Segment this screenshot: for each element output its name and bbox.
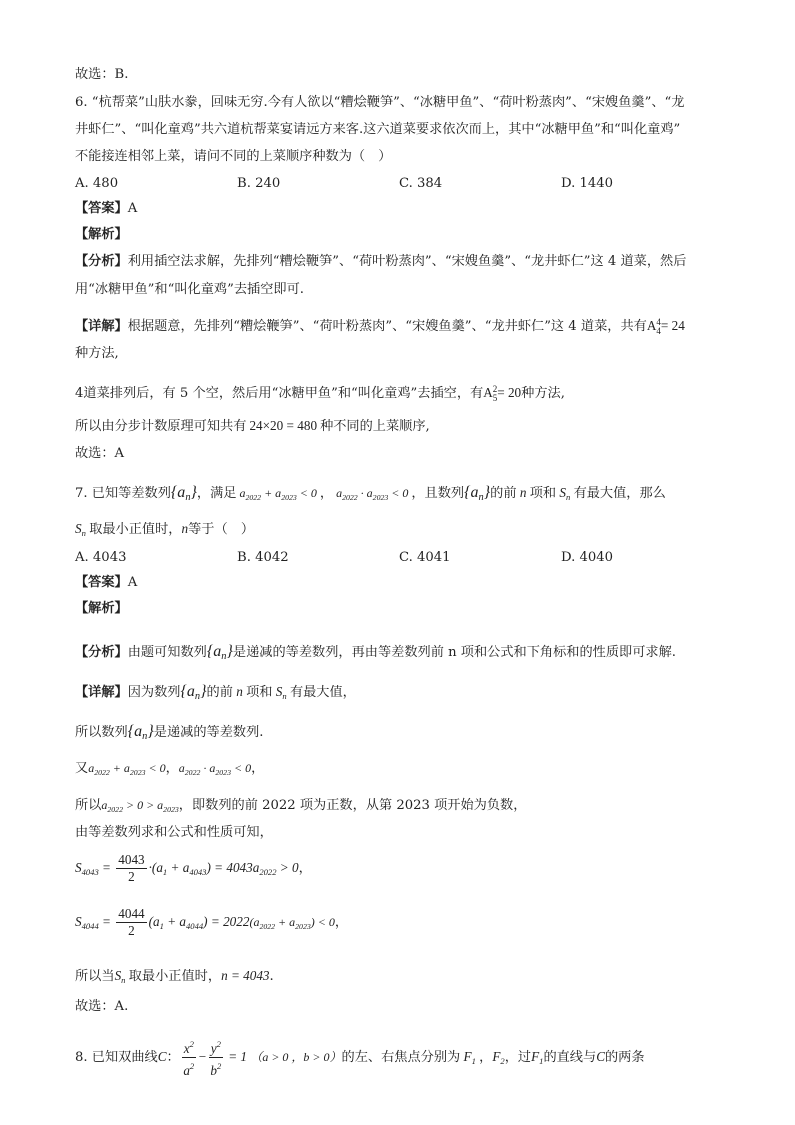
q7-option-a: A. 4043 xyxy=(75,550,127,565)
q7-end: 故选：A. xyxy=(75,999,129,1014)
q7-xiangjie-line1: 【详解】因为数列$\{a_n\}$的前 n 项和 $S_n$ 有最大值， xyxy=(75,683,356,702)
q6-end: 故选：A xyxy=(75,446,125,461)
q7-xiangjie-line5: 由等差数列求和公式和性质可知， xyxy=(75,825,273,840)
q6-xiangjie-line2: 种方法, xyxy=(75,346,119,361)
q6-option-b: B. 240 xyxy=(237,176,281,191)
a44-value: = 24 xyxy=(660,318,685,333)
product-expression: 24×20 = 480 xyxy=(249,418,318,433)
q7-option-b: B. 4042 xyxy=(237,550,289,565)
a52-value: = 20 xyxy=(497,385,522,400)
a52-symbol: A 2 5 xyxy=(483,383,498,403)
q7-option-d: D. 4040 xyxy=(561,550,614,565)
answer-value: A xyxy=(127,201,138,216)
q6-option-a: A. 480 xyxy=(75,176,119,191)
q7-stem-line2: $S_n$ 取最小正值时，n等于（ ） xyxy=(75,521,255,538)
q8-stem-line1: 8. 已知双曲线C： $\frac{x^2}{a^2}$ − $\frac{y^2}{b^2}$ = 1 （a > 0 ，b > 0）的左、右焦点分别为 $F_1$ ，$F_2$，过$F_1$的直线与C的两条 xyxy=(75,1036,645,1079)
xiangjie-label: 【详解】 xyxy=(75,319,128,334)
s4043-formula: $S_{4043}$ = $\frac{4043}{2}$ $\cdot(a_1 + a_{4043}) = 4043a_{2022} > 0$， xyxy=(75,852,312,884)
q7-answer: 【答案】A xyxy=(75,575,138,590)
q6-stem-line3: 不能接连相邻上菜，请问不同的上菜顺序种数为（ ） xyxy=(75,149,392,164)
a44-symbol: A 4 4 xyxy=(646,316,661,336)
seq-an: $\{a_n\}$ xyxy=(170,484,197,503)
prev-answer-line: 故选：B. xyxy=(75,67,129,82)
q7-xiangjie-line3: 又$a_{2022} + a_{2023} < 0$，$a_{2022} \cdot a_{2023} < 0$， xyxy=(75,761,265,777)
q6-xiangjie-line1 xyxy=(75,317,685,336)
q7-xiangjie-line4: 所以$a_{2022} > 0 > a_{2023}$，即数列的前 2022 项为正数，从第 2023 项开始为负数， xyxy=(75,798,527,814)
q7-xiangjie-line2: 所以数列$\{a_n\}$是递减的等差数列. xyxy=(75,723,264,742)
q6-fenxi-line1 xyxy=(75,253,686,271)
q7-option-c: C. 4041 xyxy=(399,550,451,565)
xiangjie-text: 根据题意，先排列“糟烩鞭笋”、“荷叶粉蒸肉”、“宋嫂鱼羹”、“龙井虾仁”这 4 道菜，共有 xyxy=(127,319,647,334)
cond1-math: $a_{2022} + a_{2023} < 0$ xyxy=(239,486,317,502)
q7-fenxi: 【分析】由题可知数列$\{a_n\}$是递减的等差数列，再由等差数列前 n 项和公式和下角标和的性质即可求解. xyxy=(75,643,676,662)
q6-option-c: C. 384 xyxy=(399,176,443,191)
s4044-formula: $S_{4044}$ = $\frac{4044}{2}$ $(a_1 + a_{4044}) = 2022(a_{2022} + a_{2023}) < 0$， xyxy=(75,906,349,938)
q6-jiexi: 【解析】 xyxy=(75,227,128,242)
q6-step-line1: 4道菜排列后，有 5 个空，然后用“冰糖甲鱼”和“叫化童鸡”去插空，有A 2 5 = 20种方法, xyxy=(75,383,565,403)
q6-answer xyxy=(75,200,137,218)
cond2-math: $a_{2022} \cdot a_{2023} < 0$ xyxy=(336,486,409,502)
q6-option-d: D. 1440 xyxy=(561,176,614,191)
fenxi-text: 利用插空法求解，先排列“糟烩鞭笋”、“荷叶粉蒸肉”、“宋嫂鱼羹”、“龙井虾仁”这 4 道菜，然后 xyxy=(127,254,687,269)
q6-fenxi-line2: 用“冰糖甲鱼”和“叫化童鸡”去插空即可. xyxy=(75,282,304,297)
q6-stem-line2: 井虾仁”、“叫化童鸡”共六道杭帮菜宴请远方来客.这六道菜要求依次而上，其中“冰糖甲鱼”和“叫化童鸡” xyxy=(75,122,681,137)
q7-stem-line1: 7. 已知等差数列$\{a_n\}$，满足 $a_{2022} + a_{2023} < 0$ ， $a_{2022} \cdot a_{2023} < 0$ ，且数列$\{a_n\}$的前 n 项和 $S_n$ 有最大值，那么 xyxy=(75,484,666,503)
sn-symbol: $S_n$ xyxy=(556,485,571,502)
answer-label: 【答案】 xyxy=(75,201,128,216)
q7-final-line: 所以当$S_n$ 取最小正值时，n = 4043. xyxy=(75,968,274,985)
fenxi-label: 【分析】 xyxy=(75,254,128,269)
q6-step-line2: 所以由分步计数原理可知共有 24×20 = 480 种不同的上菜顺序, xyxy=(75,418,430,434)
q6-stem-line1: 6. “杭帮菜”山肤水豢，回味无穷.今有人欲以“糟烩鞭笋”、“冰糖甲鱼”、“荷叶粉蒸肉”、“宋嫂鱼羹”、“龙 xyxy=(75,95,685,110)
q7-jiexi: 【解析】 xyxy=(75,601,128,616)
